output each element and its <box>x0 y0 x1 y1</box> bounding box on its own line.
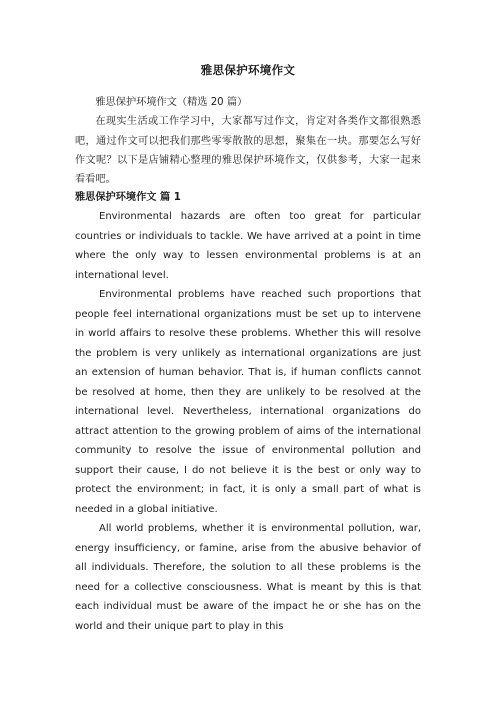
document-subtitle: 雅思保护环境作文（精选 20 篇） <box>95 97 248 108</box>
document-body <box>75 93 421 636</box>
body-paragraph-2: Environmental problems have reached such proportions that people feel international organizations must be set up to intervene in world affairs to resolve these problems. Whether this will resolve the problem is very unlikely as international organizations are just an extension of human behavior. That is, if human conflicts cannot be resolved at home, then they are unlikely to be resolved at the international level. Nevertheless, international organizations do attract attention to the growing problem of aims of the international community to resolve the issue of environmental pollution and support their cause, I do not believe it is the best or only way to protect the environment; in fact, it is only a small part of what is needed in a global initiative. <box>75 289 421 515</box>
section-heading: 雅思保护环境作文 篇 1 <box>75 192 181 204</box>
body-paragraph-1: Environmental hazards are often too great for particular countries or individuals to tackle. We have arrived at a point in time where the only way to lessen environmental problems is at an international level. <box>75 211 421 281</box>
intro-paragraph: 在现实生活或工作学习中，大家都写过作文，肯定对各类作文都很熟悉吧，通过作文可以把我们那些零零散散的思想，聚集在一块。那要怎么写好作文呢？以下是店铺精心整理的雅思保护环境作文，仅供参考，大家一起来看看吧。 <box>75 116 421 186</box>
body-paragraph-3: All world problems, whether it is environmental pollution, war, energy insufficiency, or famine, arise from the abusive behavior of all individuals. Therefore, the solution to all these problems is the need for a collective consciousness. What is meant by this is that each individual must be aware of the impact he or she has on the world and their unique part to play in this <box>75 523 421 632</box>
document-title: 雅思保护环境作文 <box>200 63 296 77</box>
